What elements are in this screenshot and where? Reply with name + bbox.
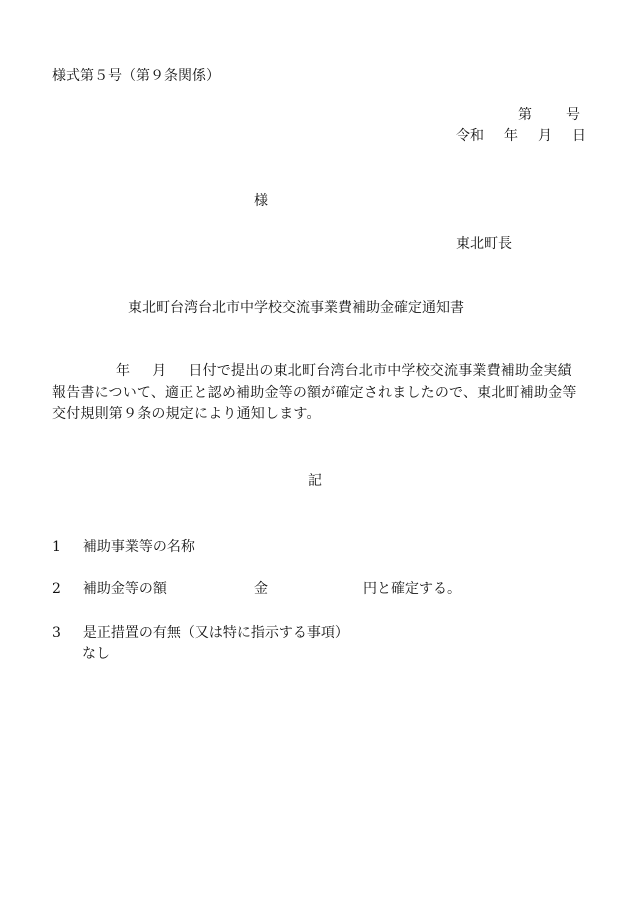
item-3-number: 3 [52,625,61,641]
document-number [518,105,580,125]
item-2-label: 補助金等の額 [82,581,167,597]
doc-number-dai: 第 [518,107,532,123]
item-1-label: 補助事業等の名称 [82,539,195,555]
body-text: 日付で提出の東北町台湾台北市中学校交流事業費補助金実績報告書について、適正と認め補助金等の額が確定されましたので、東北町補助金等交付規則第９条の規定により通知します。 [52,363,577,422]
date-era: 令和 [456,128,484,144]
item-2-kin: 金 [254,581,268,597]
sender-name: 東北町長 [456,236,512,252]
body-paragraph [52,361,580,426]
item-2 [52,579,167,599]
item-2-number: 2 [52,581,61,597]
date-month: 月 [538,128,552,144]
addressee-sama: 様 [254,193,268,209]
item-3-value: なし [82,646,110,662]
item-3-label: 是正措置の有無（又は特に指示する事項） [82,625,349,641]
issue-date [456,126,586,146]
body-month: 月 [152,363,167,379]
item-3 [52,623,349,643]
item-1-number: 1 [52,539,61,555]
document-title: 東北町台湾台北市中学校交流事業費補助金確定通知書 [128,300,464,316]
doc-number-gou: 号 [566,107,580,123]
form-label: 様式第５号（第９条関係） [52,68,220,84]
date-day: 日 [572,128,586,144]
item-2-tail: 円と確定する。 [363,581,461,597]
date-year: 年 [504,128,518,144]
body-year: 年 [116,363,131,379]
ki-heading: 記 [308,473,322,489]
item-1 [52,537,195,557]
